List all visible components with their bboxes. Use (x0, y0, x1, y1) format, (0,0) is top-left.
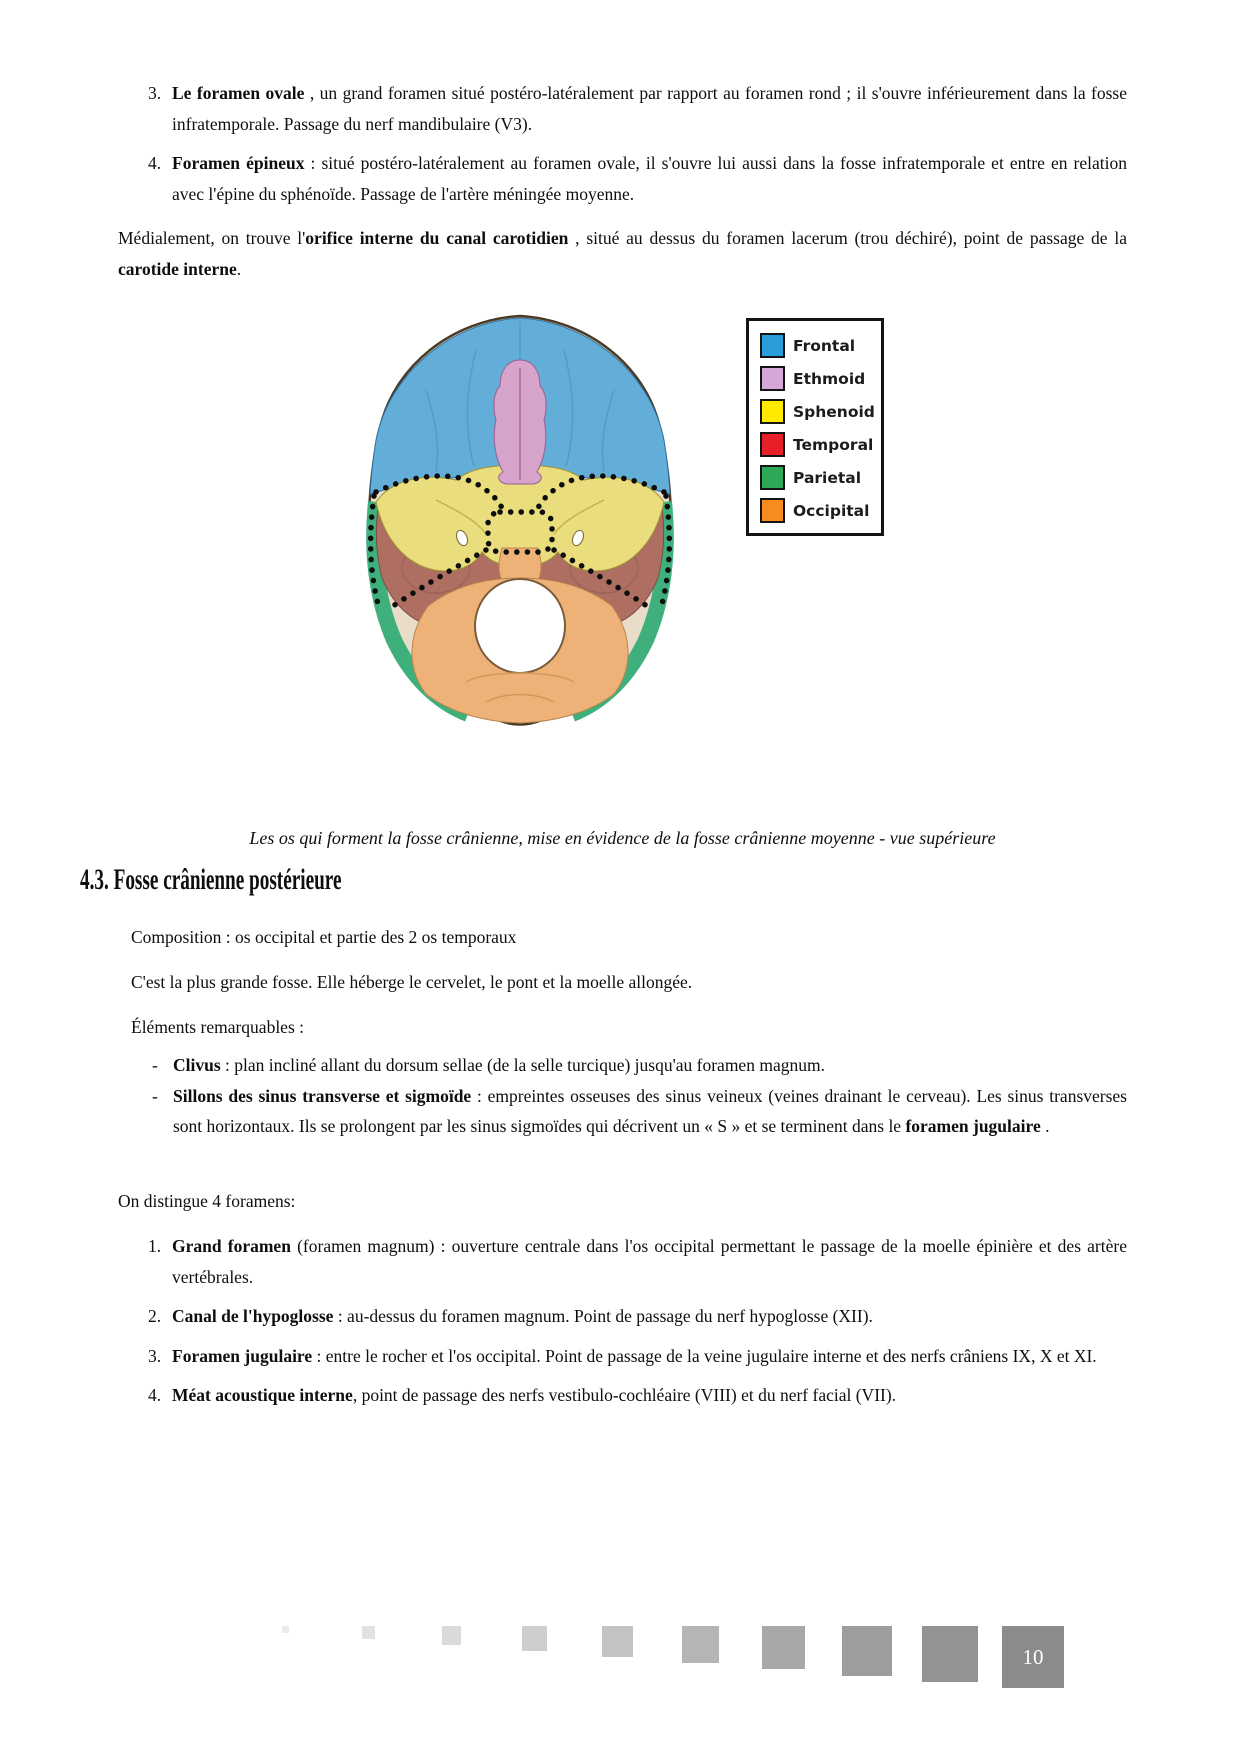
list-marker: 3. (148, 83, 162, 103)
legend-label: Frontal (793, 336, 856, 355)
legend-swatch-sphenoid (760, 399, 785, 424)
list-marker: - (152, 1055, 158, 1075)
legend-label: Sphenoid (793, 402, 875, 421)
legend-row (760, 428, 881, 461)
footer-square (522, 1626, 547, 1651)
list-marker: 2. (148, 1306, 162, 1326)
legend-row (760, 461, 881, 494)
list-item (118, 1050, 1127, 1081)
list-item-text: Sillons des sinus transverse et sigmoïde : empreintes osseuses des sinus veineux (veines drainant le cerveau). Les sinus transverses sont horizontaux. Ils se prolongent par les sinus sigmoïdes qui décrivent un « S » et se terminent dans le foramen jugulaire . (173, 1085, 1127, 1136)
footer-square (922, 1626, 978, 1682)
list-item-text: Foramen épineux : situé postéro-latéralement au foramen ovale, il s'ouvre lui aussi dans la fosse infratemporale et entre en relation avec l'épine du sphénoïde. Passage de l'artère méningée moyenne. (172, 153, 1127, 204)
footer-square (762, 1626, 805, 1669)
legend-label: Ethmoid (793, 369, 866, 388)
footer-square (362, 1626, 375, 1639)
list-item (118, 1301, 1127, 1332)
list-item-text: Grand foramen (foramen magnum) : ouverture centrale dans l'os occipital permettant le passage de la moelle épinière et des artère vertébrales. (172, 1236, 1127, 1287)
list-item (118, 1231, 1127, 1292)
list-marker: 4. (148, 1385, 162, 1405)
paragraph-grande-fosse: C'est la plus grande fosse. Elle héberge le cervelet, le pont et la moelle allongée. (131, 972, 693, 992)
legend-row (760, 362, 881, 395)
legend-swatch-ethmoid (760, 366, 785, 391)
list-marker: 1. (148, 1236, 162, 1256)
page-number: 10 (1022, 1644, 1044, 1669)
legend-row (760, 494, 881, 527)
legend-row (760, 329, 881, 362)
list-item-text: Foramen jugulaire : entre le rocher et l'os occipital. Point de passage de la veine jugulaire interne et des nerfs crâniens IX, X et XI. (172, 1345, 1097, 1366)
paragraph-composition: Composition : os occipital et partie des 2 os temporaux (131, 927, 517, 947)
footer-square (602, 1626, 633, 1657)
list-marker: 4. (148, 153, 162, 173)
elements-dash-list (118, 1050, 1127, 1142)
list-item (118, 1380, 1127, 1411)
list-item-text: Le foramen ovale , un grand foramen situé postéro-latéralement par rapport au foramen rond ; il s'ouvre inférieurement dans la fosse infratemporale. Passage du nerf mandibulaire (V3). (172, 83, 1127, 134)
legend-label: Parietal (793, 468, 862, 487)
footer-square (682, 1626, 719, 1663)
list-item-text: Canal de l'hypoglosse : au-dessus du foramen magnum. Point de passage du nerf hypoglosse (XII). (172, 1306, 873, 1326)
footer-square (842, 1626, 892, 1676)
paragraph-elements: Éléments remarquables : (131, 1017, 304, 1037)
legend-swatch-frontal (760, 333, 785, 358)
footer-square (282, 1626, 289, 1633)
legend-label: Occipital (793, 501, 870, 520)
list-item (118, 1081, 1127, 1142)
list-marker: 3. (148, 1345, 162, 1366)
list-item-text: Clivus : plan incliné allant du dorsum sellae (de la selle turcique) jusqu'au foramen magnum. (173, 1055, 825, 1075)
footer-page-number-square (1002, 1626, 1064, 1688)
legend-label: Temporal (793, 435, 874, 454)
list-marker: - (152, 1085, 158, 1106)
legend-swatch-temporal (760, 432, 785, 457)
legend-row (760, 395, 881, 428)
section-heading: 4.3. Fosse crânienne postérieure (80, 863, 342, 896)
list-item (118, 1341, 1127, 1372)
figure-legend (746, 318, 884, 536)
foramen-list-top (118, 78, 1127, 209)
legend-swatch-occipital (760, 498, 785, 523)
list-item-text: Méat acoustique interne, point de passage des nerfs vestibulo-cochléaire (VIII) et du nerf facial (VII). (172, 1385, 897, 1405)
list-item (118, 148, 1127, 209)
skull-base-figure (336, 310, 704, 734)
list-item (118, 78, 1127, 139)
paragraph-foramens-intro: On distingue 4 foramens: (118, 1191, 296, 1211)
paragraph-medialement: Médialement, on trouve l'orifice interne du canal carotidien , situé au dessus du foramen lacerum (trou déchiré), point de passage de la carotide interne. (118, 228, 1127, 279)
figure-caption: Les os qui forment la fosse crânienne, mise en évidence de la fosse crânienne moyenne - vue supérieure (249, 828, 996, 848)
foramens-numbered-list (118, 1231, 1127, 1411)
footer-square (442, 1626, 461, 1645)
foramen-magnum (475, 579, 565, 673)
legend-swatch-parietal (760, 465, 785, 490)
